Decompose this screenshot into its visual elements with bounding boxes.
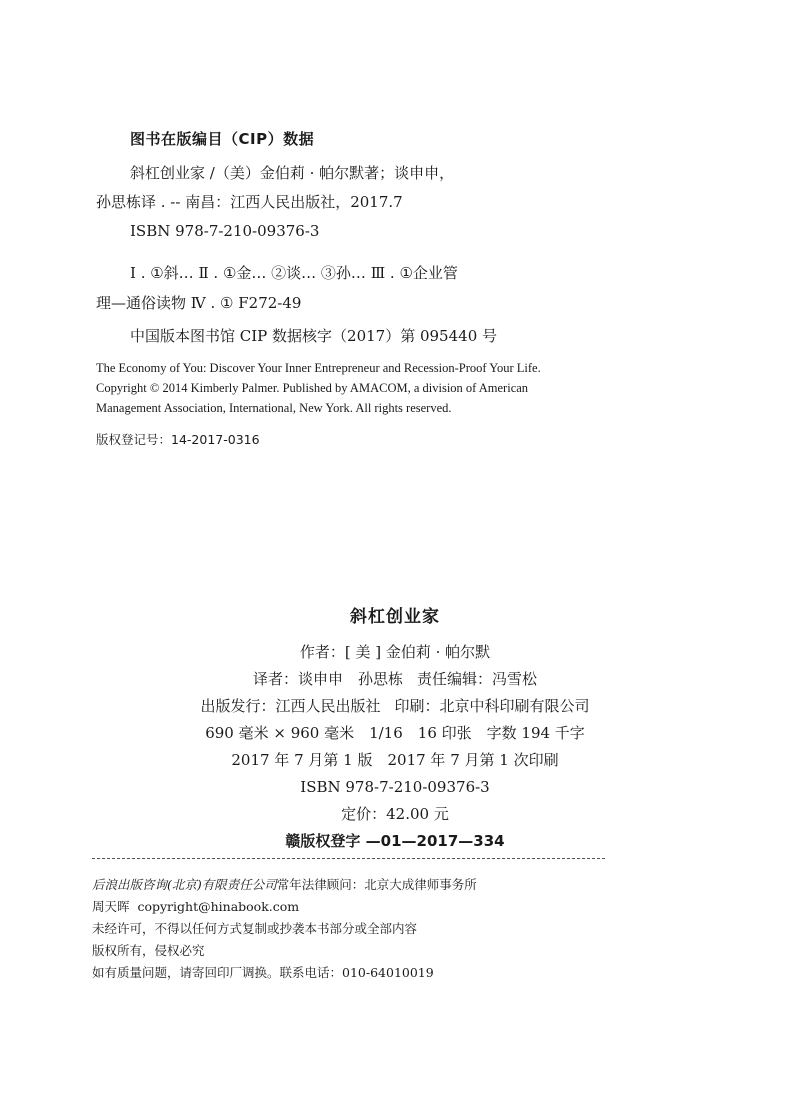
editor: 责任编辑：冯雪松 [417,670,538,688]
contact-email: copyright@hinabook.com [137,899,300,914]
dashed-divider [92,858,605,859]
cip-isbn: ISBN 978-7-210-09376-3 [130,222,320,240]
printer: 印刷：北京中科印刷有限公司 [394,697,590,715]
copyright-line: Copyright © 2014 Kimberly Palmer. Published by AMACOM, a division of American [96,381,529,395]
cip-heading: 图书在版编目（CIP）数据 [130,130,315,148]
english-copyright [96,358,616,418]
gan-registration: 赣版权登字 —01—2017—334 [285,832,505,850]
rights-notice: 未经许可，不得以任何方式复制或抄袭本书部分或全部内容 [92,921,418,936]
price: 定价：42.00 元 [341,805,449,823]
colophon-isbn: ISBN 978-7-210-09376-3 [300,778,490,796]
cip-line-translator-publisher: 孙思栋译 . -- 南昌：江西人民出版社，2017.7 [96,193,403,211]
quality-contact: 如有质量问题，请寄回印厂调换。联系电话：010-64010019 [92,965,434,980]
book-title: 斜杠创业家 [350,607,440,627]
format-line: 690 毫米 × 960 毫米 1/16 16 印张 字数 194 千字 [205,724,585,742]
publisher: 出版发行：江西人民出版社 [200,697,381,715]
cip-record-number: 中国版本图书馆 CIP 数据核字（2017）第 095440 号 [130,327,498,345]
rights-line: Management Association, International, New York. All rights reserved. [96,401,452,415]
translator-editor-line [0,666,790,693]
publisher-printer-line [0,693,790,720]
original-title: The Economy of You: Discover Your Inner Entrepreneur and Recession-Proof Your Life. [96,361,541,375]
cip-classification: Ⅰ . ①斜… Ⅱ . ①金… ②谈… ③孙… Ⅲ . ①企业管 [130,264,458,282]
edition-line: 2017 年 7 月第 1 版 2017 年 7 月第 1 次印刷 [231,751,559,769]
publisher-notes [92,874,612,984]
firm-legal-line [92,874,612,896]
lawyer-name: 周天晖 [92,899,130,914]
copyright-registration: 版权登记号：14-2017-0316 [96,432,260,447]
translators: 译者：谈申申 孙思栋 [252,670,403,688]
cip-classification-cont: 理—通俗读物 Ⅳ . ① F272-49 [96,294,302,312]
lawyer-email-line [92,896,612,918]
author-line: 作者：[ 美 ] 金伯莉 · 帕尔默 [299,643,491,661]
rights-reserved: 版权所有，侵权必究 [92,943,205,958]
colophon [0,602,790,855]
firm-name: 后浪出版咨询(北京)有限责任公司 [92,877,277,892]
legal-advisor: 常年法律顾问：北京大成律师事务所 [276,877,477,892]
cip-line-title-author: 斜杠创业家 /（美）金伯莉 · 帕尔默著；谈申申， [130,164,455,182]
